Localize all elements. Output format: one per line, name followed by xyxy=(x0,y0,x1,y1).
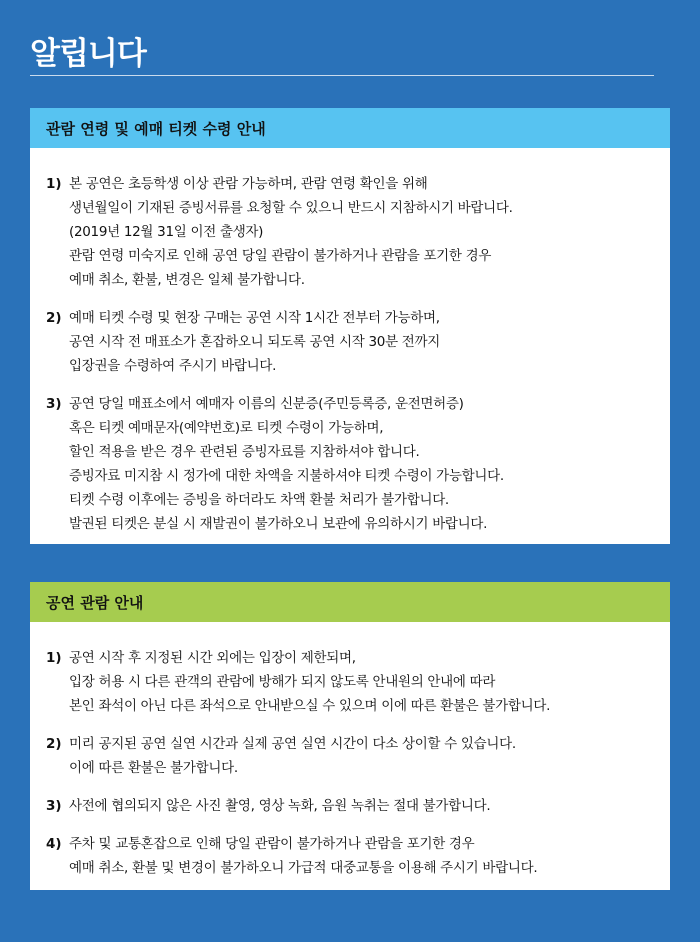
list-item xyxy=(46,832,650,880)
item-text xyxy=(69,646,650,718)
list-item xyxy=(46,646,650,718)
item-number: 1) xyxy=(46,650,62,666)
list-item xyxy=(46,732,650,780)
item-line: 본 공연은 초등학생 이상 관람 가능하며, 관람 연령 확인을 위해 xyxy=(69,176,428,192)
page-title: 알립니다 xyxy=(30,36,146,72)
item-text xyxy=(69,172,650,292)
item-line: 생년월일이 기재된 증빙서류를 요청할 수 있으니 반드시 지참하시기 바랍니다. xyxy=(69,200,513,216)
item-number: 3) xyxy=(46,798,62,814)
item-line: (2019년 12월 31일 이전 출생자) xyxy=(69,224,264,240)
item-line: 티켓 수령 이후에는 증빙을 하더라도 차액 환불 처리가 불가합니다. xyxy=(69,492,449,508)
section-header: 공연 관람 안내 xyxy=(30,582,670,622)
title-divider xyxy=(30,75,654,76)
section-viewing-info xyxy=(30,582,670,890)
item-line: 이에 따른 환불은 불가합니다. xyxy=(69,760,238,776)
item-line: 예매 취소, 환불, 변경은 일체 불가합니다. xyxy=(69,272,305,288)
item-text xyxy=(69,794,650,818)
item-line: 본인 좌석이 아닌 다른 좌석으로 안내받으실 수 있으며 이에 따른 환불은 불가합니다. xyxy=(69,698,551,714)
list-item xyxy=(46,306,650,378)
item-line: 증빙자료 미지참 시 정가에 대한 차액을 지불하셔야 티켓 수령이 가능합니다. xyxy=(69,468,504,484)
item-line: 입장 허용 시 다른 관객의 관람에 방해가 되지 않도록 안내원의 안내에 따라 xyxy=(69,674,496,690)
section-header: 관람 연령 및 예매 티켓 수령 안내 xyxy=(30,108,670,148)
item-line: 발권된 티켓은 분실 시 재발권이 불가하오니 보관에 유의하시기 바랍니다. xyxy=(69,516,488,532)
item-line: 주차 및 교통혼잡으로 인해 당일 관람이 불가하거나 관람을 포기한 경우 xyxy=(69,836,475,852)
item-line: 입장권을 수령하여 주시기 바랍니다. xyxy=(69,358,277,374)
item-line: 공연 시작 후 지정된 시간 외에는 입장이 제한되며, xyxy=(69,650,356,666)
item-text xyxy=(69,832,650,880)
item-number: 4) xyxy=(46,836,62,852)
item-line: 공연 당일 매표소에서 예매자 이름의 신분증(주민등록증, 운전면허증) xyxy=(69,396,464,412)
item-line: 혹은 티켓 예매문자(예약번호)로 티켓 수령이 가능하며, xyxy=(69,420,384,436)
item-line: 사전에 협의되지 않은 사진 촬영, 영상 녹화, 음원 녹취는 절대 불가합니다. xyxy=(69,798,491,814)
item-line: 공연 시작 전 매표소가 혼잡하오니 되도록 공연 시작 30분 전까지 xyxy=(69,334,441,350)
item-text xyxy=(69,392,650,536)
item-line: 예매 취소, 환불 및 변경이 불가하오니 가급적 대중교통을 이용해 주시기 바랍니다. xyxy=(69,860,538,876)
item-number: 1) xyxy=(46,176,62,192)
list-item xyxy=(46,794,650,818)
item-number: 3) xyxy=(46,396,62,412)
item-number: 2) xyxy=(46,310,62,326)
item-text xyxy=(69,732,650,780)
list-item xyxy=(46,172,650,292)
item-line: 할인 적용을 받은 경우 관련된 증빙자료를 지참하셔야 합니다. xyxy=(69,444,420,460)
list-item xyxy=(46,392,650,536)
section-ticket-info xyxy=(30,108,670,544)
section-body xyxy=(30,622,670,880)
section-body xyxy=(30,148,670,536)
item-line: 예매 티켓 수령 및 현장 구매는 공연 시작 1시간 전부터 가능하며, xyxy=(69,310,440,326)
item-line: 미리 공지된 공연 실연 시간과 실제 공연 실연 시간이 다소 상이할 수 있습니다. xyxy=(69,736,516,752)
item-line: 관람 연령 미숙지로 인해 공연 당일 관람이 불가하거나 관람을 포기한 경우 xyxy=(69,248,492,264)
item-text xyxy=(69,306,650,378)
item-number: 2) xyxy=(46,736,62,752)
